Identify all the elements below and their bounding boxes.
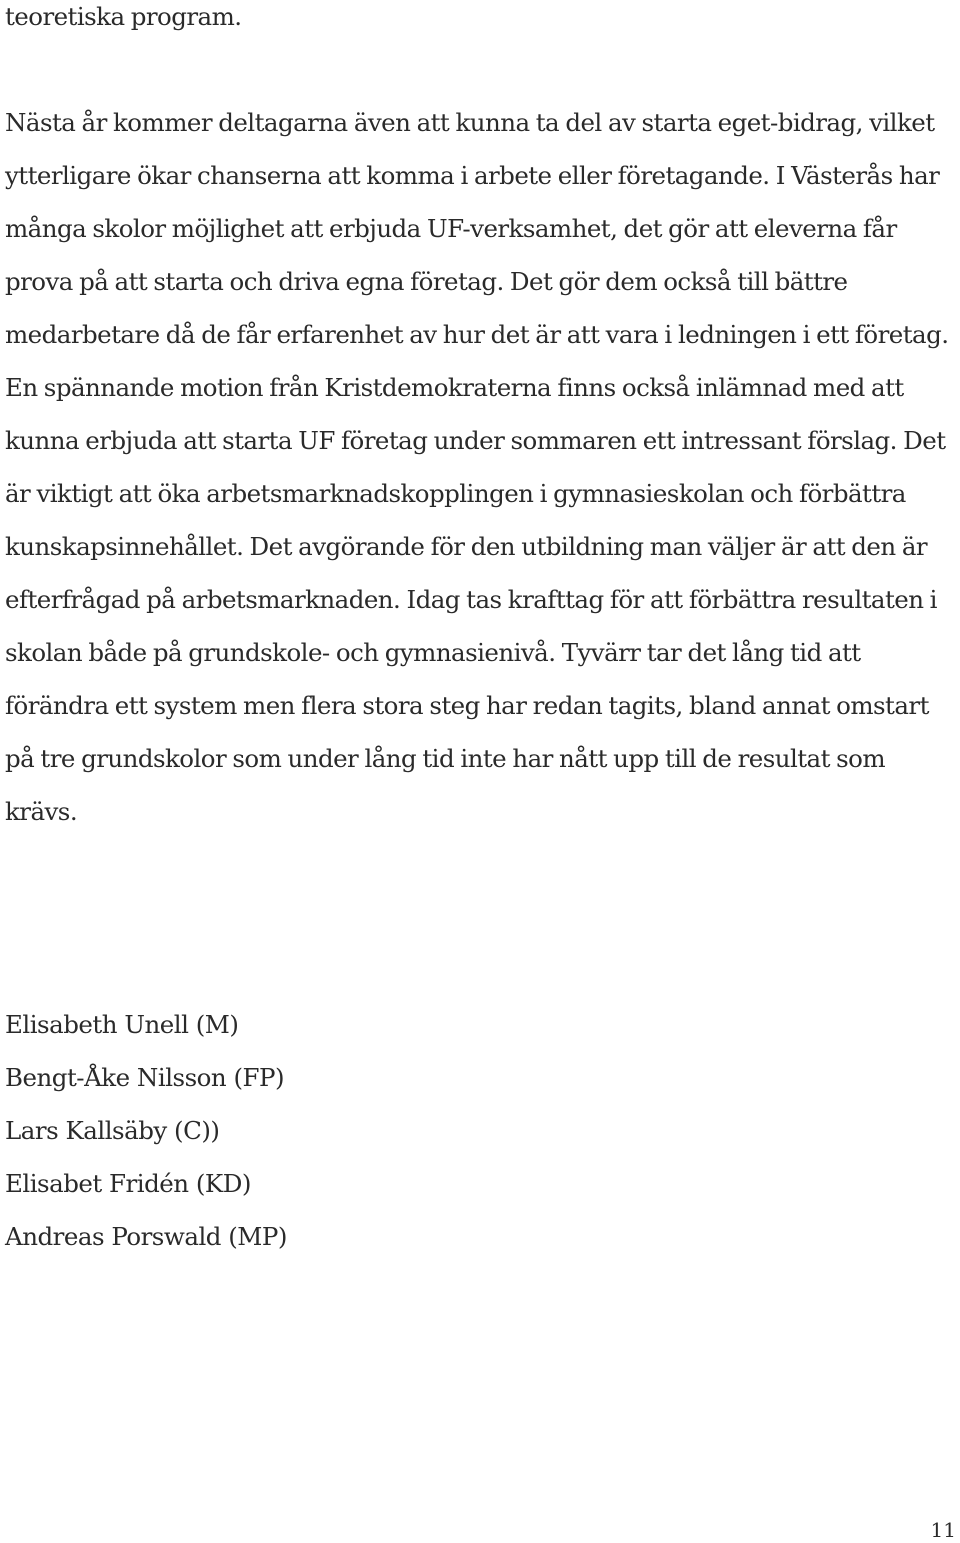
signature-name: Elisabet Fridén (KD) [5, 1169, 251, 1198]
page-number: 11 [930, 1518, 956, 1542]
signature-name: Bengt-Åke Nilsson (FP) [5, 1063, 285, 1092]
signature-list [5, 998, 955, 1263]
paragraph-main: Nästa år kommer deltagarna även att kunna ta del av starta eget-bidrag, vilket ytterligare ökar chanserna att komma i arbete eller företagande. I Västerås har många skolor möjlighet att erbjuda UF-verksamhet, det gör att eleverna får prova på att starta och driva egna företag. Det gör dem också till bättre medarbetare då de får erfarenhet av hur det är att vara i ledningen i ett företag. En spännande motion från Kristdemokraterna finns också inlämnad med att kunna erbjuda att starta UF företag under sommaren ett intressant förslag. Det är viktigt att öka arbetsmarknadskopplingen i gymnasieskolan och förbättra kunskapsinnehållet. Det avgörande för den utbildning man väljer är att den är efterfrågad på arbetsmarknaden. Idag tas krafttag för att förbättra resultaten i skolan både på grundskole- och gymnasienivå. Tyvärr tar det lång tid att förändra ett system men flera stora steg har redan tagits, bland annat omstart på tre grundskolor som under lång tid inte har nått upp till de resultat som krävs. [5, 108, 949, 826]
paragraph-fragment: teoretiska program. [5, 2, 242, 31]
signature-name: Elisabeth Unell (M) [5, 1010, 239, 1039]
signature-name: Lars Kallsäby (C)) [5, 1116, 220, 1145]
signature-name: Andreas Porswald (MP) [5, 1222, 287, 1251]
